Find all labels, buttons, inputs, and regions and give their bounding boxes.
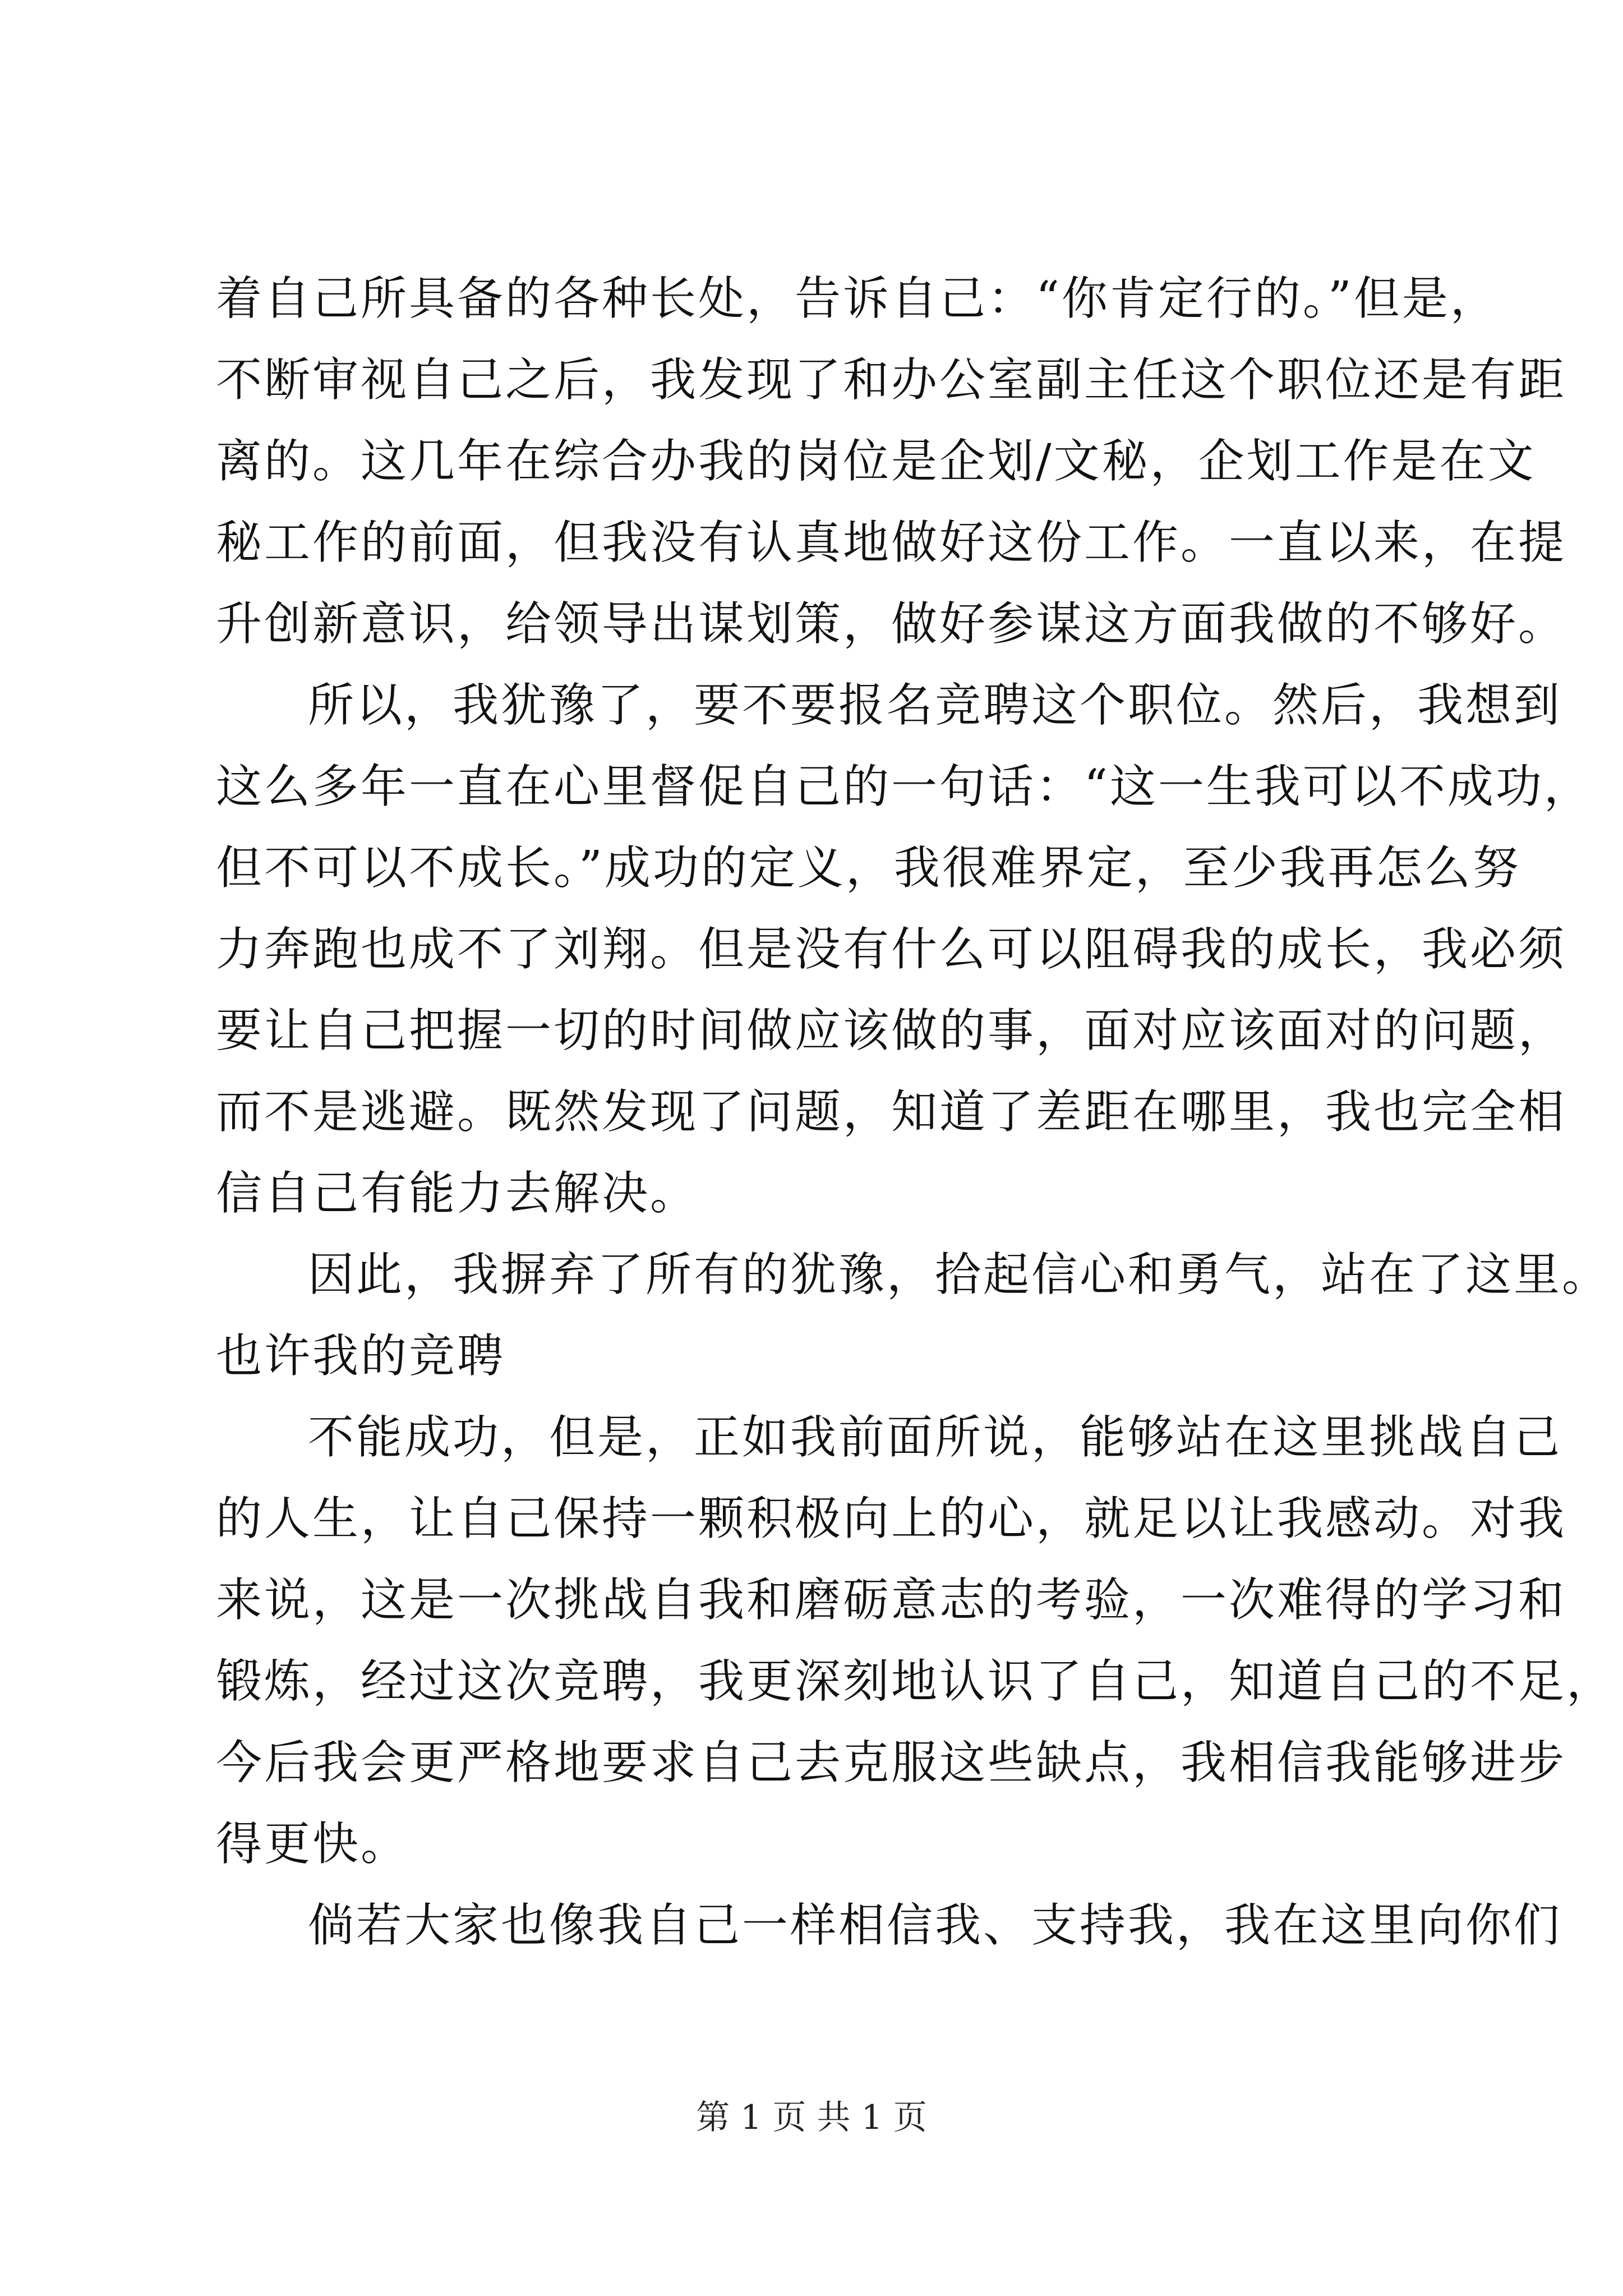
text-line: 也许我的竞聘 <box>216 1329 506 1383</box>
text-line: 信自己有能力去解决。 <box>216 1167 699 1220</box>
text-line: 着自己所具备的各种长处，告诉自己：“你肯定行的。”但是， <box>216 272 1498 325</box>
text-line: 但不可以不成长。”成功的定义，我很难界定，至少我再怎么努 <box>216 841 1521 895</box>
paragraph-start-line: 倘若大家也像我自己一样相信我、支持我，我在这里向你们 <box>308 1899 1562 1952</box>
text-line: 力奔跑也成不了刘翔。但是没有什么可以阻碍我的成长，我必须 <box>216 923 1567 976</box>
page-number-label: 第 1 页 共 1 页 <box>696 2098 927 2137</box>
paragraph-start-line: 因此，我摒弃了所有的犹豫，拾起信心和勇气，站在了这里。 <box>308 1248 1611 1301</box>
text-line: 得更快。 <box>216 1818 409 1871</box>
text-line: 要让自己把握一切的时间做应该做的事，面对应该面对的问题， <box>216 1004 1567 1057</box>
text-line: 升创新意识，给领导出谋划策，做好参谋这方面我做的不够好。 <box>216 597 1567 651</box>
text-line: 今后我会更严格地要求自己去克服这些缺点，我相信我能够进步 <box>216 1736 1567 1789</box>
text-line: 锻炼，经过这次竞聘，我更深刻地认识了自己，知道自己的不足， <box>216 1655 1615 1708</box>
paragraph-start-line: 不能成功，但是，正如我前面所说，能够站在这里挑战自己 <box>308 1411 1562 1464</box>
paragraph-start-line: 所以，我犹豫了，要不要报名竞聘这个职位。然后，我想到 <box>308 679 1562 732</box>
text-line: 而不是逃避。既然发现了问题，知道了差距在哪里，我也完全相 <box>216 1085 1567 1139</box>
text-line: 的人生，让自己保持一颗积极向上的心，就足以让我感动。对我 <box>216 1492 1567 1545</box>
page-footer <box>0 2095 1623 2140</box>
text-line: 来说，这是一次挑战自我和磨砺意志的考验，一次难得的学习和 <box>216 1573 1567 1627</box>
body-text <box>216 258 1615 1966</box>
text-line: 这么多年一直在心里督促自己的一句话：“这一生我可以不成功， <box>216 760 1592 813</box>
text-line: 秘工作的前面，但我没有认真地做好这份工作。一直以来，在提 <box>216 516 1567 569</box>
text-line: 离的。这几年在综合办我的岗位是企划/文秘，企划工作是在文 <box>216 435 1536 488</box>
text-line: 不断审视自己之后，我发现了和办公室副主任这个职位还是有距 <box>216 353 1567 407</box>
